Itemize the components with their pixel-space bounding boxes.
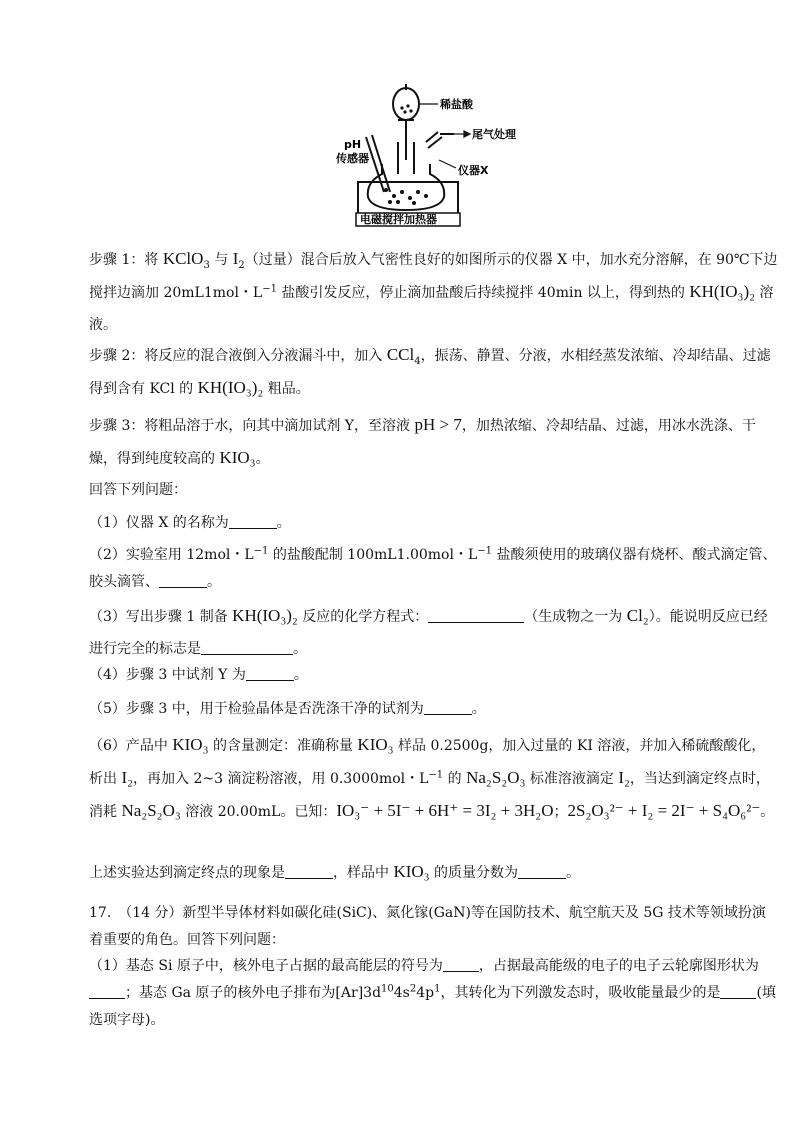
question-3: （3）写出步骤 1 制备 KH(IO₃)₂ 反应的化学方程式： （生成物之一为 Cl₂）。能说明反应已经进行完全的标志是 。	[89, 606, 768, 657]
label-exhaust: 尾气处理	[472, 128, 516, 141]
question-4: （4）步骤 3 中试剂 Y 为 。	[89, 667, 308, 683]
label-heater: 电磁搅拌加热器	[360, 213, 437, 226]
question-2: （2）实验室用 12mol・$L^{-1}$ 的盐酸配制 100mL1.00mol・$L^{-1}$ 盐酸须使用的玻璃仪器有烧杯、酸式滴定管、胶头滴管、 。	[89, 545, 777, 590]
step-1: 步骤 1：将 KClO$_3$ 与 $I_2$（过量）混合后放入气密性良好的如图所示的仪器 X 中，加水充分溶解，在 90℃下边搅拌边滴加 20mL1mol・$L^{-1}$ 盐酸引发反应，停止滴加盐酸后持续搅拌 40min 以上，得到热的 KH(IO₃)₂ 溶液。	[89, 249, 778, 333]
separatory-funnel-icon	[393, 84, 419, 160]
question-1: （1）仪器 X 的名称为 。	[89, 515, 291, 531]
label-dilute-hcl: 稀盐酸	[440, 98, 473, 111]
question-6: （6）产品中 KIO₃ 的含量测定：准确称量 KIO₃ 样品 0.2500g，加入过量的 KI 溶液，并加入稀硫酸酸化，析出 I₂，再加入 2~3 滴淀粉溶液，用 0.3000mol・$L^{-1}$ 的 Na₂S₂O₃ 标准溶液滴定 I₂，当达到滴定终点时，消耗 Na₂S₂O₃ 溶液 20.00mL。已知：IO₃⁻ + 5I⁻ + 6H⁺ = 3I₂ + 3H₂O；2S₂O₃²⁻ + I₂ = 2I⁻ + S₄O₆²⁻。	[89, 735, 775, 820]
question-5: （5）步骤 3 中，用于检验晶体是否洗涤干净的试剂为 。	[89, 701, 486, 717]
step-2: 步骤 2：将反应的混合液倒入分液漏斗中，加入 CCl$_4$，振荡、静置、分液，水相经蒸发浓缩、冷却结晶、过滤得到含有 KCl 的 KH(IO₃)₂ 粗品。	[89, 345, 771, 397]
answer-intro: 回答下列问题：	[89, 482, 187, 498]
label-ph-sensor: 传感器	[336, 152, 369, 165]
step-3: 步骤 3：将粗品溶于水，向其中滴加试剂 Y，至溶液 pH > 7，加热浓缩、冷却结晶、过滤，用冰水洗涤、干燥，得到纯度较高的 KIO₃。	[89, 415, 756, 467]
question-17-1: （1）基态 Si 原子中，核外电子占据的最高能层的符号为 ，占据最高能级的电子的电子云轮廓图形状为；基态 Ga 原子的核外电子排布为$[Ar]3d^{10}4s^24p^1$，其转化为下列激发态时，吸收能量最少的是 (填选项字母)。	[89, 958, 776, 1028]
label-instrument-x: 仪器X	[458, 164, 489, 177]
label-ph: pH	[344, 138, 362, 151]
question-6-tail: 上述实验达到滴定终点的现象是 ，样品中 KIO₃ 的质量分数为 。	[89, 862, 581, 881]
apparatus-figure	[336, 82, 550, 227]
question-17: 17. （14 分）新型半导体材料如碳化硅(SiC)、氮化镓(GaN)等在国防技术、航空航天及 5G 技术等领域扮演着重要的角色。回答下列问题：	[89, 905, 766, 948]
